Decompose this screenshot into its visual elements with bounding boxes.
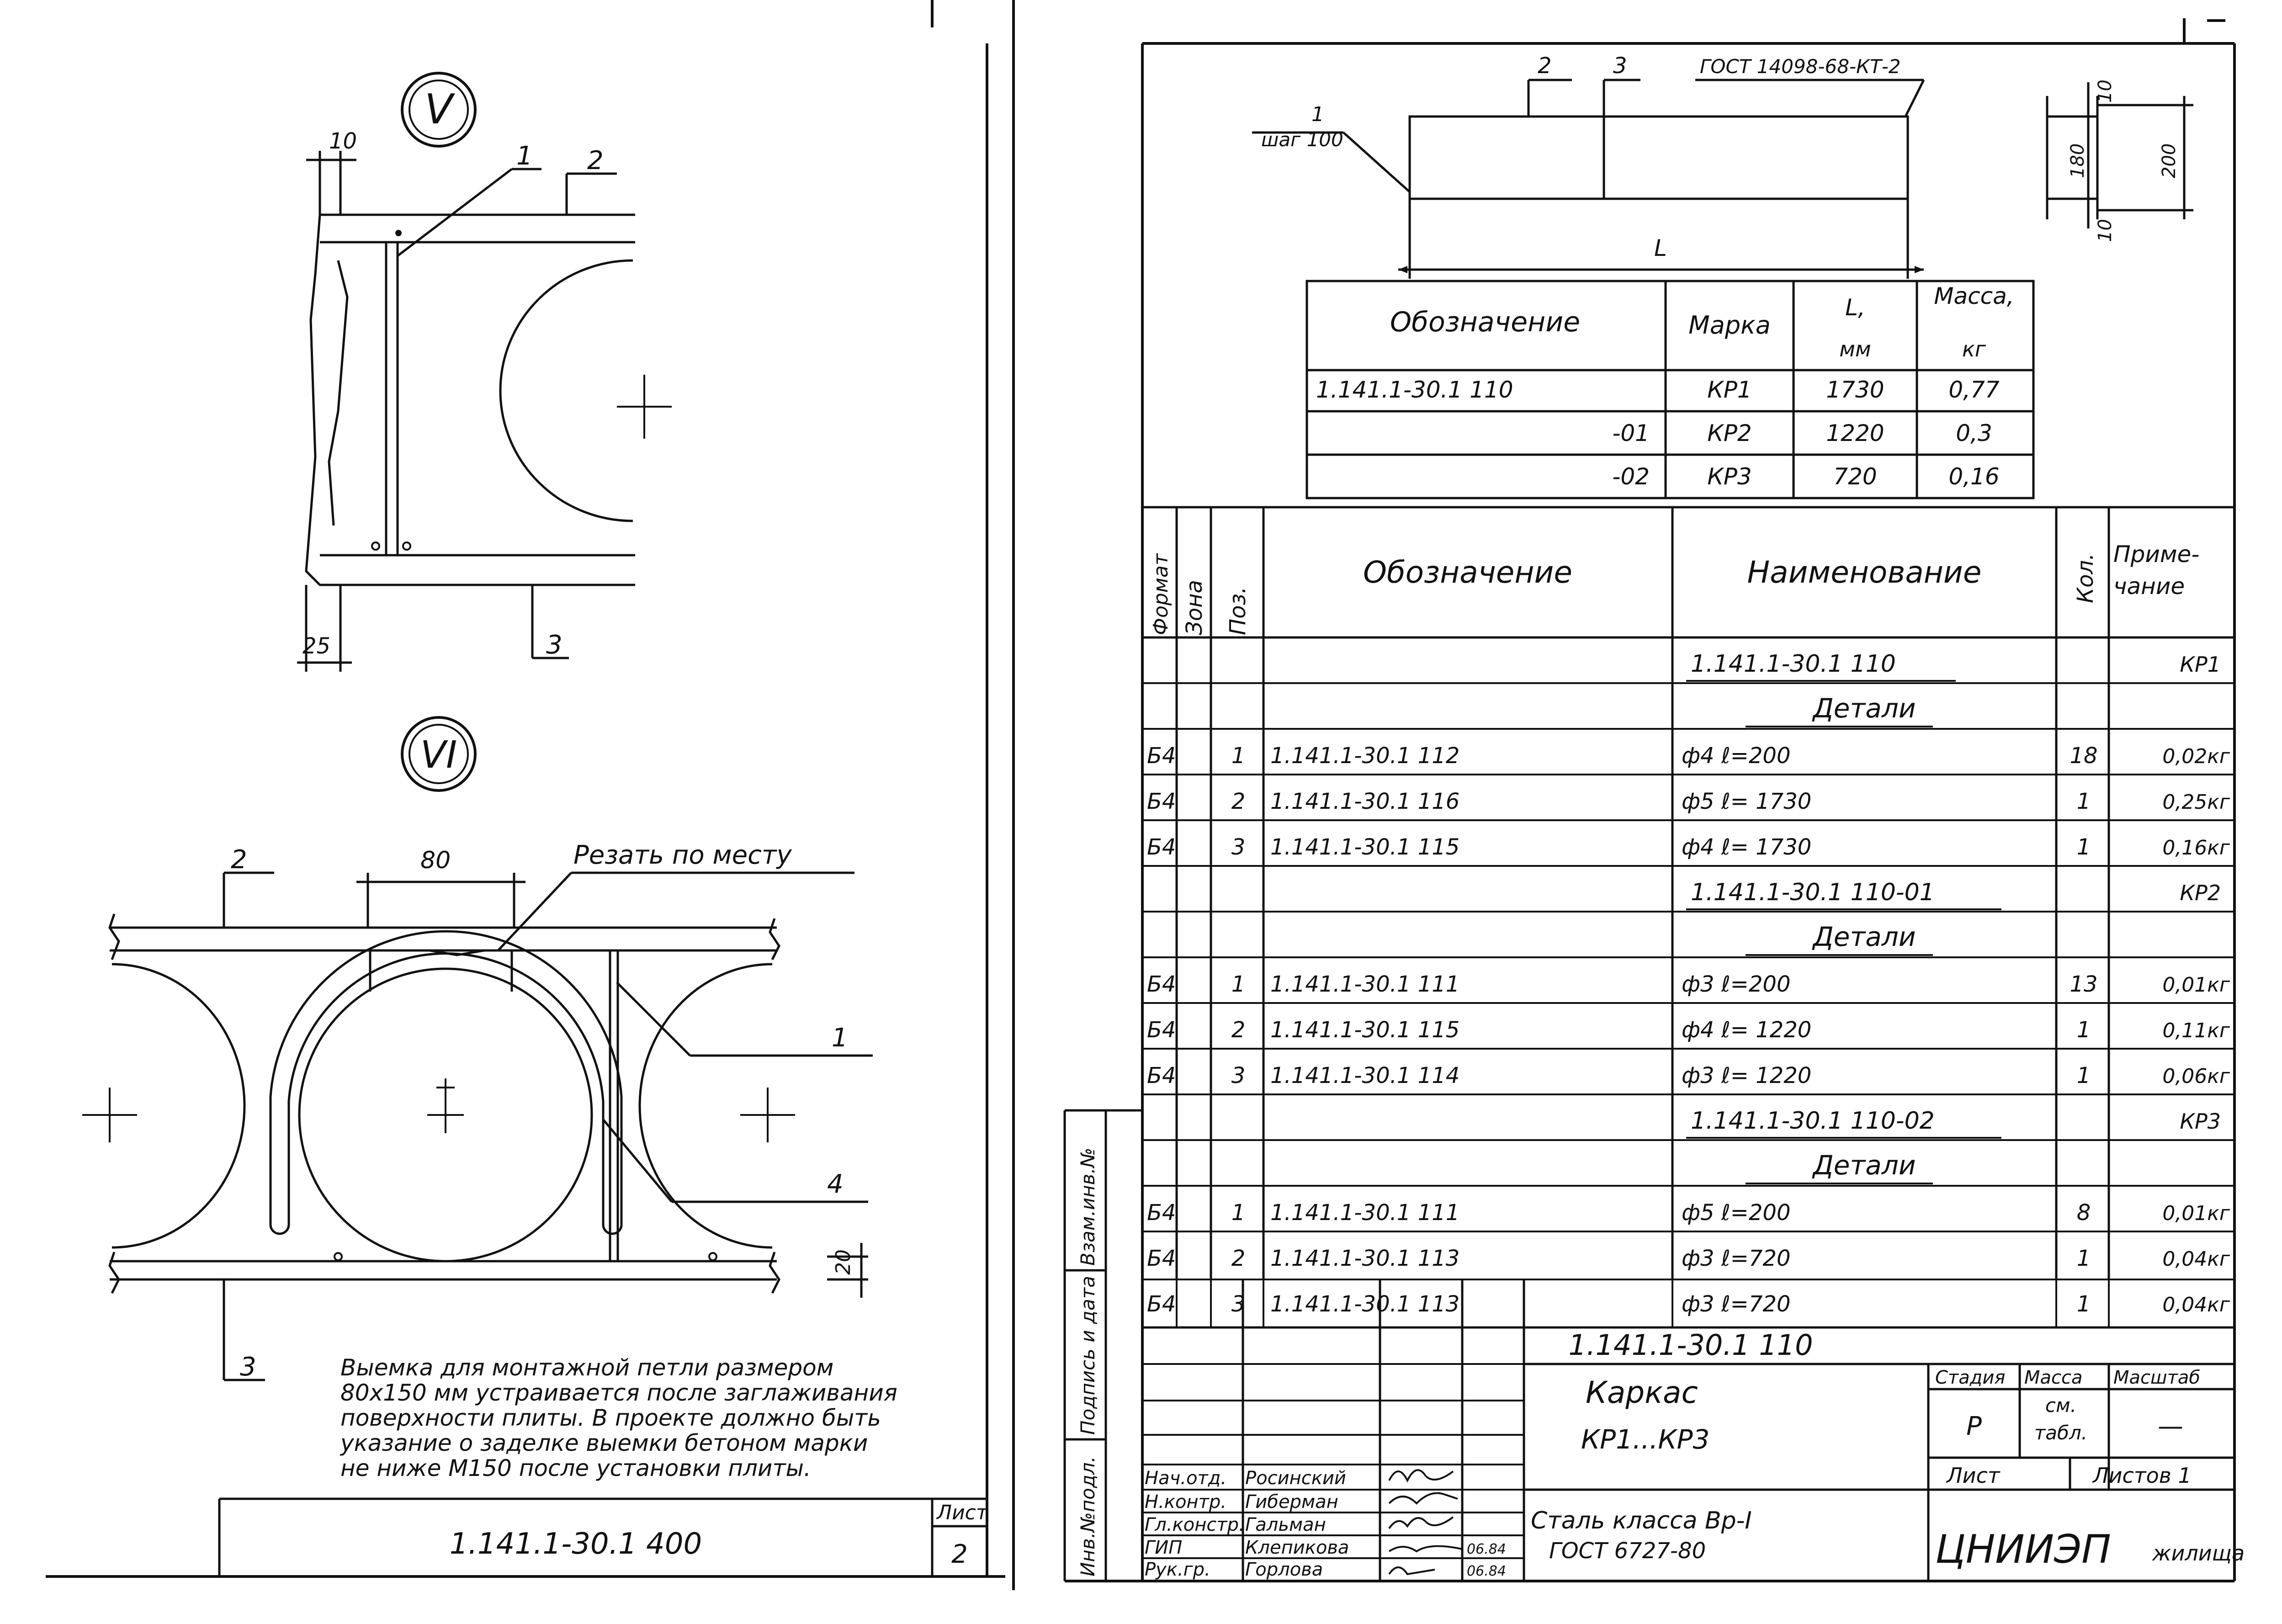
spec-row (1147, 743, 2230, 769)
spec-row (1147, 789, 2230, 814)
svg-text:Б4: Б4 (1147, 971, 1176, 997)
tb-scale-label: Масштаб (2113, 1367, 2201, 1388)
spec-header-designation: Обозначение (1363, 555, 1572, 590)
svg-text:Б4: Б4 (1147, 834, 1176, 860)
section-dim-overall: 200 (2159, 143, 2180, 178)
svg-text:ф3 ℓ=720: ф3 ℓ=720 (1682, 1246, 1791, 1271)
svg-text:ф5 ℓ=200: ф5 ℓ=200 (1682, 1200, 1791, 1226)
spec-row (1686, 650, 2221, 681)
spec-table (1142, 507, 2234, 1327)
spec-row (1147, 1246, 2230, 1271)
frame-pos-3: 3 (1613, 53, 1627, 79)
svg-text:2: 2 (1231, 789, 1246, 814)
marks-header-mass-unit: кг (1962, 337, 1986, 361)
tb-mass-value-2: табл. (2034, 1422, 2088, 1444)
svg-text:Б4: Б4 (1147, 1291, 1176, 1317)
svg-text:2: 2 (1231, 1246, 1246, 1271)
spec-header-note-2: чание (2113, 573, 2185, 600)
svg-text:ф4 ℓ= 1730: ф4 ℓ= 1730 (1682, 834, 1812, 860)
svg-text:ф5 ℓ= 1730: ф5 ℓ= 1730 (1682, 789, 1812, 814)
svg-text:Б4: Б4 (1147, 1063, 1176, 1088)
svg-text:0,06кг: 0,06кг (2162, 1065, 2230, 1088)
marks-header-length-unit: мм (1839, 337, 1871, 361)
svg-text:0,04кг: 0,04кг (2162, 1247, 2230, 1271)
spec-assembly-name: 1.141.1-30.1 110 (1691, 650, 1896, 678)
svg-text:Б4: Б4 (1147, 743, 1176, 769)
svg-text:1.141.1-30.1 111: 1.141.1-30.1 111 (1270, 1200, 1460, 1226)
spec-assembly-note: КР3 (2180, 1109, 2221, 1134)
note-line-2: 80х150 мм устраивается после заглаживания (340, 1380, 897, 1406)
tb-org-sub: жилища (2152, 1541, 2245, 1566)
svg-text:ф4 ℓ=200: ф4 ℓ=200 (1682, 743, 1791, 769)
spec-assembly-note: КР2 (2180, 881, 2221, 905)
svg-text:1: 1 (2076, 1291, 2091, 1317)
svg-text:1: 1 (2076, 1246, 2091, 1271)
detail-vi-dim-width: 80 (420, 847, 451, 874)
marks-row-3-mass: 0,16 (1948, 463, 2000, 490)
spec-assembly-name: 1.141.1-30.1 110-01 (1691, 879, 1935, 906)
spec-assembly-name: 1.141.1-30.1 110-02 (1691, 1107, 1935, 1135)
marks-row-3-mark: КР3 (1707, 463, 1752, 490)
svg-text:18: 18 (2070, 743, 2098, 769)
svg-text:13: 13 (2070, 971, 2098, 997)
note-line-4: указание о заделке выемки бетоном марки (340, 1430, 868, 1456)
stamp-sign-date: Подпись и дата (1077, 1276, 1099, 1435)
spec-row (1686, 879, 2221, 909)
detail-v-dim-top: 10 (329, 128, 357, 154)
frame-pos-1: 1 (1311, 103, 1324, 126)
tb-staff-name-3: Гальман (1245, 1514, 1326, 1535)
tb-staff-date-4: 06.84 (1467, 1541, 1506, 1557)
spec-section-name: Детали (1813, 921, 1916, 952)
svg-text:0,04кг: 0,04кг (2162, 1293, 2230, 1316)
spec-header-note-1: Приме- (2113, 541, 2200, 568)
marks-row-2-designation: -01 (1612, 420, 1650, 446)
svg-text:1.141.1-30.1 115: 1.141.1-30.1 115 (1270, 1017, 1460, 1043)
marks-row-2-mass: 0,3 (1956, 420, 1992, 446)
left-title-code: 1.141.1-30.1 400 (449, 1527, 702, 1561)
spec-section-name: Детали (1813, 1150, 1916, 1181)
svg-text:ф3 ℓ=720: ф3 ℓ=720 (1682, 1291, 1791, 1317)
spec-header-pos: Поз. (1225, 586, 1251, 635)
svg-text:1: 1 (2076, 1063, 2091, 1088)
svg-text:ф3 ℓ=200: ф3 ℓ=200 (1682, 971, 1791, 997)
svg-text:1: 1 (2076, 834, 2091, 860)
tb-doc-code: 1.141.1-30.1 110 (1568, 1328, 1813, 1362)
svg-text:1.141.1-30.1 112: 1.141.1-30.1 112 (1270, 743, 1460, 769)
svg-text:1: 1 (2076, 1017, 2091, 1043)
svg-text:0,25кг: 0,25кг (2162, 791, 2230, 814)
stamp-replaced-inv: Взам.инв.№ (1077, 1147, 1099, 1266)
detail-vi-callout-4: 4 (827, 1169, 844, 1199)
marks-row-3-designation: -02 (1612, 463, 1650, 490)
tb-sheets-label: Листов 1 (2093, 1463, 2192, 1488)
spec-row (1686, 1107, 2221, 1138)
tb-staff-role-3: Гл.констр. (1145, 1514, 1245, 1535)
svg-text:ф3 ℓ= 1220: ф3 ℓ= 1220 (1682, 1063, 1812, 1088)
tb-material-2: ГОСТ 6727-80 (1549, 1538, 1706, 1564)
detail-v-marker: V (425, 85, 453, 133)
detail-vi-marker: VI (420, 733, 457, 777)
note-line-1: Выемка для монтажной петли размером (340, 1354, 834, 1381)
spec-row (1147, 1200, 2230, 1226)
spec-row (1147, 834, 2230, 860)
spec-row (1746, 1150, 1933, 1184)
tb-staff-role-5: Рук.гр. (1145, 1559, 1210, 1580)
note-line-3: поверхности плиты. В проекте должно быть (340, 1405, 881, 1431)
tb-staff-name-1: Росинский (1245, 1468, 1346, 1489)
side-stamp (1065, 1110, 1142, 1581)
svg-text:1: 1 (2076, 789, 2091, 814)
tb-stage: Р (1966, 1412, 1982, 1441)
svg-text:1.141.1-30.1 116: 1.141.1-30.1 116 (1270, 789, 1460, 814)
svg-text:0,01кг: 0,01кг (2162, 1202, 2230, 1225)
marks-row-2-mark: КР2 (1707, 420, 1752, 446)
svg-text:Б4: Б4 (1147, 1017, 1176, 1043)
frame-length-label: L (1654, 235, 1667, 261)
marks-row-1-mark: КР1 (1707, 377, 1752, 403)
svg-text:3: 3 (1231, 1063, 1246, 1088)
svg-text:1: 1 (1231, 1200, 1246, 1226)
svg-text:Б4: Б4 (1147, 789, 1176, 814)
frame-drawing (1252, 53, 2193, 279)
svg-text:1.141.1-30.1 113: 1.141.1-30.1 113 (1270, 1291, 1460, 1317)
marks-row-3-length: 720 (1833, 463, 1877, 490)
frame-pos-2: 2 (1538, 53, 1552, 79)
detail-vi-callout-3: 3 (240, 1352, 256, 1382)
tb-sheet-label: Лист (1947, 1463, 2000, 1488)
marks-header-mark: Марка (1688, 311, 1771, 340)
left-note (340, 1354, 897, 1481)
spec-header-zone: Зона (1182, 580, 1207, 635)
detail-v-callout-2: 2 (587, 146, 604, 175)
marks-row-1-designation: 1.141.1-30.1 110 (1316, 377, 1513, 403)
marks-header-length: L, (1845, 294, 1865, 321)
tb-mass-label: Масса (2024, 1367, 2083, 1388)
svg-text:0,11кг: 0,11кг (2162, 1019, 2230, 1042)
detail-vi-callout-2: 2 (231, 845, 247, 875)
marks-row-1-mass: 0,77 (1948, 377, 2000, 403)
marks-row-2-length: 1220 (1826, 420, 1884, 446)
spec-header-qty: Кол. (2073, 553, 2098, 603)
note-line-5: не ниже М150 после установки плиты. (340, 1455, 811, 1481)
title-block (1142, 1279, 2245, 1581)
left-sheet-label: Лист (937, 1501, 988, 1524)
svg-text:1.141.1-30.1 113: 1.141.1-30.1 113 (1270, 1246, 1460, 1271)
svg-text:0,01кг: 0,01кг (2162, 973, 2230, 997)
spec-row (1746, 693, 1933, 727)
detail-v-callout-3: 3 (546, 630, 563, 660)
tb-org: ЦНИИЭП (1935, 1527, 2111, 1572)
spec-assembly-note: КР1 (2180, 652, 2221, 677)
spec-header-format: Формат (1149, 553, 1173, 635)
detail-vi-callout-1: 1 (832, 1023, 848, 1053)
svg-text:0,02кг: 0,02кг (2162, 745, 2230, 768)
section-dim-inner: 180 (2067, 143, 2088, 178)
stamp-original-inv: Инв.№подл. (1077, 1456, 1099, 1576)
marks-header-mass: Масса, (1934, 283, 2014, 309)
svg-text:1.141.1-30.1 111: 1.141.1-30.1 111 (1270, 971, 1460, 997)
svg-text:0,16кг: 0,16кг (2162, 836, 2230, 860)
spec-header-name: Наименование (1747, 555, 1982, 590)
tb-staff-role-1: Нач.отд. (1145, 1468, 1227, 1489)
tb-staff-role-2: Н.контр. (1145, 1491, 1226, 1513)
tb-staff-date-5: 06.84 (1467, 1563, 1506, 1579)
svg-text:1: 1 (1231, 971, 1246, 997)
svg-text:3: 3 (1231, 1291, 1246, 1317)
tb-staff-name-2: Гиберман (1245, 1491, 1338, 1513)
left-sheet-frame (46, 0, 1014, 1590)
spec-row (1147, 971, 2230, 997)
tb-mass-value-1: см. (2045, 1394, 2077, 1417)
detail-vi (82, 717, 873, 1382)
section-dim-top: 10 (2095, 80, 2116, 103)
svg-text:8: 8 (2076, 1200, 2091, 1226)
svg-text:Б4: Б4 (1147, 1246, 1176, 1271)
tb-scale-value: — (2158, 1412, 2183, 1441)
detail-v (297, 73, 672, 672)
section-dim-bottom: 10 (2095, 219, 2116, 242)
frame-gost: ГОСТ 14098-68-КТ-2 (1700, 55, 1901, 78)
svg-text:2: 2 (1231, 1017, 1246, 1043)
svg-text:1.141.1-30.1 114: 1.141.1-30.1 114 (1270, 1063, 1460, 1088)
marks-header-designation: Обозначение (1390, 306, 1581, 338)
spec-section-name: Детали (1813, 693, 1916, 724)
spec-row (1142, 1291, 2230, 1327)
tb-staff-role-4: ГИП (1145, 1537, 1183, 1558)
svg-text:1: 1 (1231, 743, 1246, 769)
left-sheet-number: 2 (951, 1539, 968, 1569)
tb-item-name: Каркас (1586, 1375, 1698, 1410)
left-title-strip (219, 1499, 988, 1576)
frame-step: шаг 100 (1261, 128, 1343, 151)
marks-table (1307, 281, 2033, 498)
tb-item-marks: КР1...КР3 (1581, 1424, 1710, 1455)
svg-text:Б4: Б4 (1147, 1200, 1176, 1226)
svg-text:ф4 ℓ= 1220: ф4 ℓ= 1220 (1682, 1017, 1812, 1043)
detail-v-dim-bottom: 25 (302, 633, 331, 659)
svg-text:3: 3 (1231, 834, 1246, 860)
tb-stage-label: Стадия (1935, 1367, 2006, 1388)
detail-vi-cut-note: Резать по месту (573, 840, 792, 870)
spec-row (1147, 1063, 2230, 1088)
spec-row (1147, 1017, 2230, 1043)
tb-material-1: Сталь класса Вр-I (1531, 1507, 1752, 1534)
spec-row (1746, 921, 1933, 955)
svg-text:1.141.1-30.1 115: 1.141.1-30.1 115 (1270, 834, 1460, 860)
marks-row-1-length: 1730 (1826, 377, 1884, 403)
detail-vi-dim-edge: 20 (832, 1249, 855, 1275)
detail-v-callout-1: 1 (516, 141, 533, 171)
tb-staff-name-4: Клепикова (1245, 1537, 1349, 1558)
tb-staff-name-5: Горлова (1245, 1559, 1323, 1580)
